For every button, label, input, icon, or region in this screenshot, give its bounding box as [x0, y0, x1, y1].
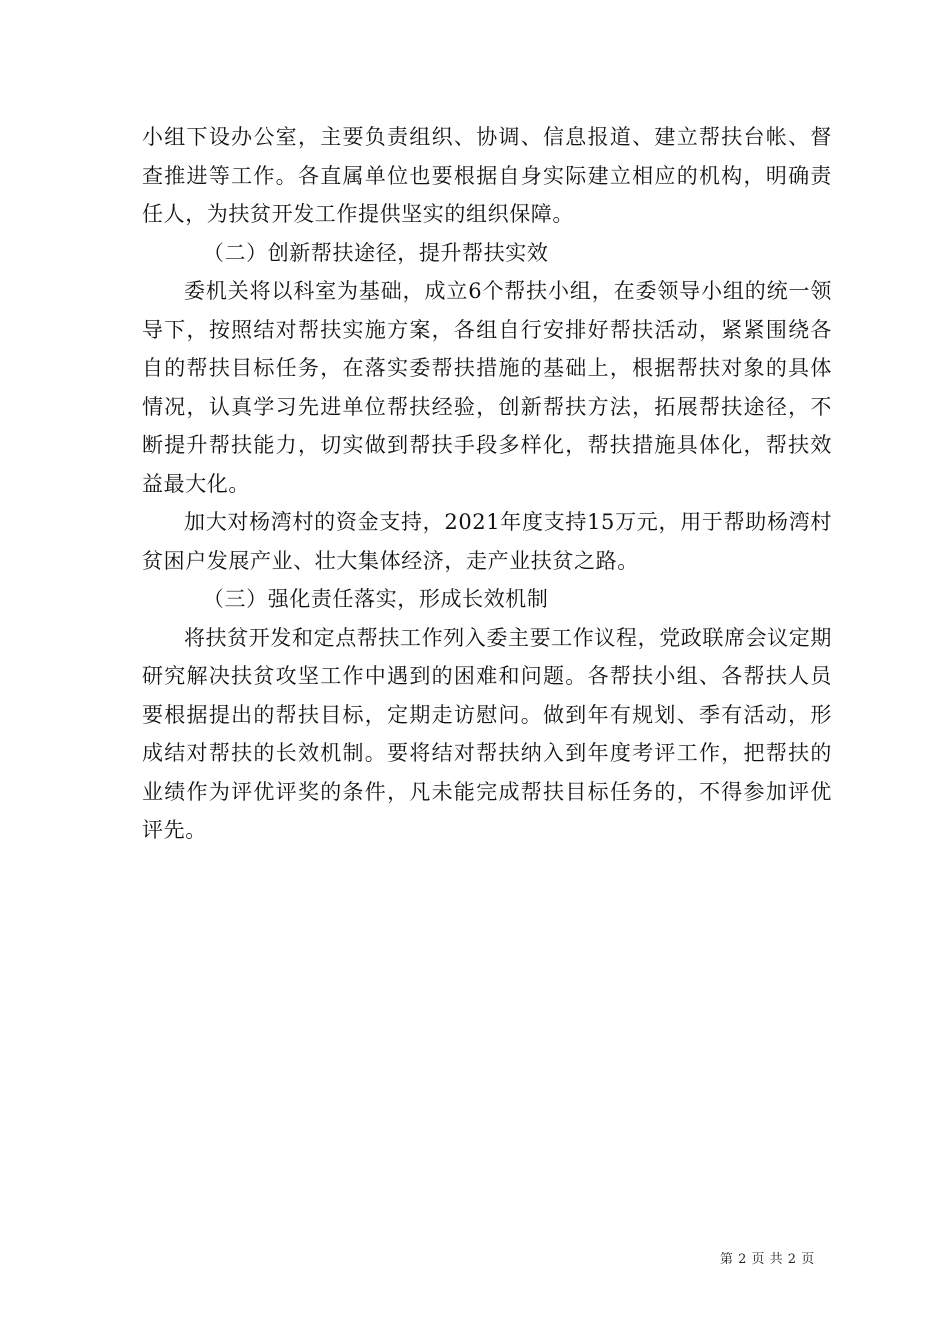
section-heading-innovate: （二）创新帮扶途径，提升帮扶实效 [202, 240, 549, 265]
page-number-footer: 第 2 页 共 2 页 [720, 1252, 815, 1267]
paragraph-long-term-mechanism: 将扶贫开发和定点帮扶工作列入委主要工作议程，党政联席会议定期研究解决扶贫攻坚工作中遇到的困难和问题。各帮扶小组、各帮扶人员要根据提出的帮扶目标，定期走访慰问。做到年有规划、季有活动，形成结对帮扶的长效机制。要将结对帮扶纳入到年度考评工作，把帮扶的业绩作为评优评奖的条件，凡未能完成帮扶目标任务的，不得参加评优评先。 [142, 625, 832, 842]
paragraph-org-office: 小组下设办公室，主要负责组织、协调、信息报道、建立帮扶台帐、督查推进等工作。各直属单位也要根据自身实际建立相应的机构，明确责任人，为扶贫开发工作提供坚实的组织保障。 [142, 125, 832, 226]
section-heading-responsibility: （三）强化责任落实，形成长效机制 [202, 587, 549, 611]
paragraph-help-groups: 委机关将以科室为基础，成立6个帮扶小组，在委领导小组的统一领导下，按照结对帮扶实施方案，各组自行安排好帮扶活动，紧紧围绕各自的帮扶目标任务，在落实委帮扶措施的基础上，根据帮扶对象的具体情况，认真学习先进单位帮扶经验，创新帮扶方法，拓展帮扶途径，不断提升帮扶能力，切实做到帮扶手段多样化，帮扶措施具体化，帮扶效益最大化。 [142, 279, 832, 496]
paragraph-funding: 加大对杨湾村的资金支持，2021年度支持15万元，用于帮助杨湾村贫困户发展产业、壮大集体经济，走产业扶贫之路。 [142, 510, 832, 573]
document-body [142, 118, 832, 850]
